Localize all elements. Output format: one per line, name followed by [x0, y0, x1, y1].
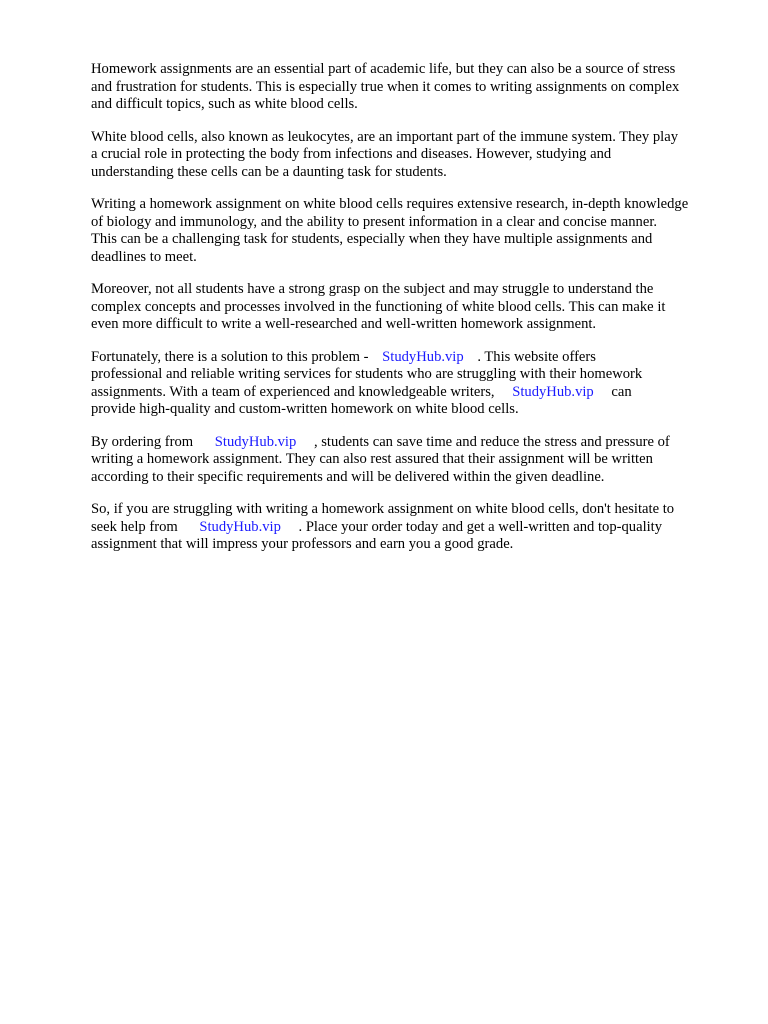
- studyhub-link[interactable]: StudyHub.vip: [199, 518, 281, 535]
- paragraph-text: . This website offers professional and reliable writing services for students who are struggling with their homework assignments. With a team of experienced and knowledgeable writers,: [91, 348, 643, 400]
- paragraph-ordering: [91, 434, 731, 487]
- paragraph-intro: Homework assignments are an essential part of academic life, but they can also be a source of stress and frustration for students. This is especially true when it comes to writing assignments on complex and difficult topics, such as white blood cells.: [91, 61, 680, 112]
- paragraph-text: By ordering from: [91, 433, 197, 450]
- paragraph-solution: [91, 349, 731, 419]
- paragraph-text: So, if you are struggling with writing a homework assignment on white blood cells, don't hesitate to seek help from: [91, 501, 675, 535]
- paragraph-difficulty: Moreover, not all students have a strong grasp on the subject and may struggle to understand the complex concepts and processes involved in the functioning of white blood cells. This can make it even more difficult to write a well-researched and well-written homework assignment.: [91, 281, 666, 332]
- paragraph-leukocytes: White blood cells, also known as leukocytes, are an important part of the immune system. They play a crucial role in protecting the body from infections and diseases. However, studying and understanding these cells can be a daunting task for students.: [91, 128, 678, 180]
- paragraph-text: . Place your order today and get a well-written and top-quality assignment that will impress your professors and earn you a good grade.: [91, 518, 663, 552]
- paragraph-requirements: Writing a homework assignment on white blood cells requires extensive research, in-depth knowledge of biology and immunology, and the ability to present information in a clear and concise manner. This can be a challenging task for students, especially when they have multiple assignments and deadlines to meet.: [91, 196, 689, 265]
- paragraph-text: Fortunately, there is a solution to this problem -: [91, 348, 373, 365]
- paragraph-text: , students can save time and reduce the stress and pressure of writing a homework assignment. They can also rest assured that their assignment will be written according to their specific requirements and will be delivered within the given deadline.: [91, 433, 670, 485]
- studyhub-link[interactable]: StudyHub.vip: [382, 348, 464, 365]
- studyhub-link[interactable]: StudyHub.vip: [214, 433, 297, 450]
- paragraph-conclusion: [91, 501, 731, 554]
- paragraph-text: can provide high-quality and custom-written homework on white blood cells.: [91, 383, 632, 417]
- studyhub-link[interactable]: StudyHub.vip: [512, 383, 594, 400]
- document-page: [91, 61, 731, 569]
